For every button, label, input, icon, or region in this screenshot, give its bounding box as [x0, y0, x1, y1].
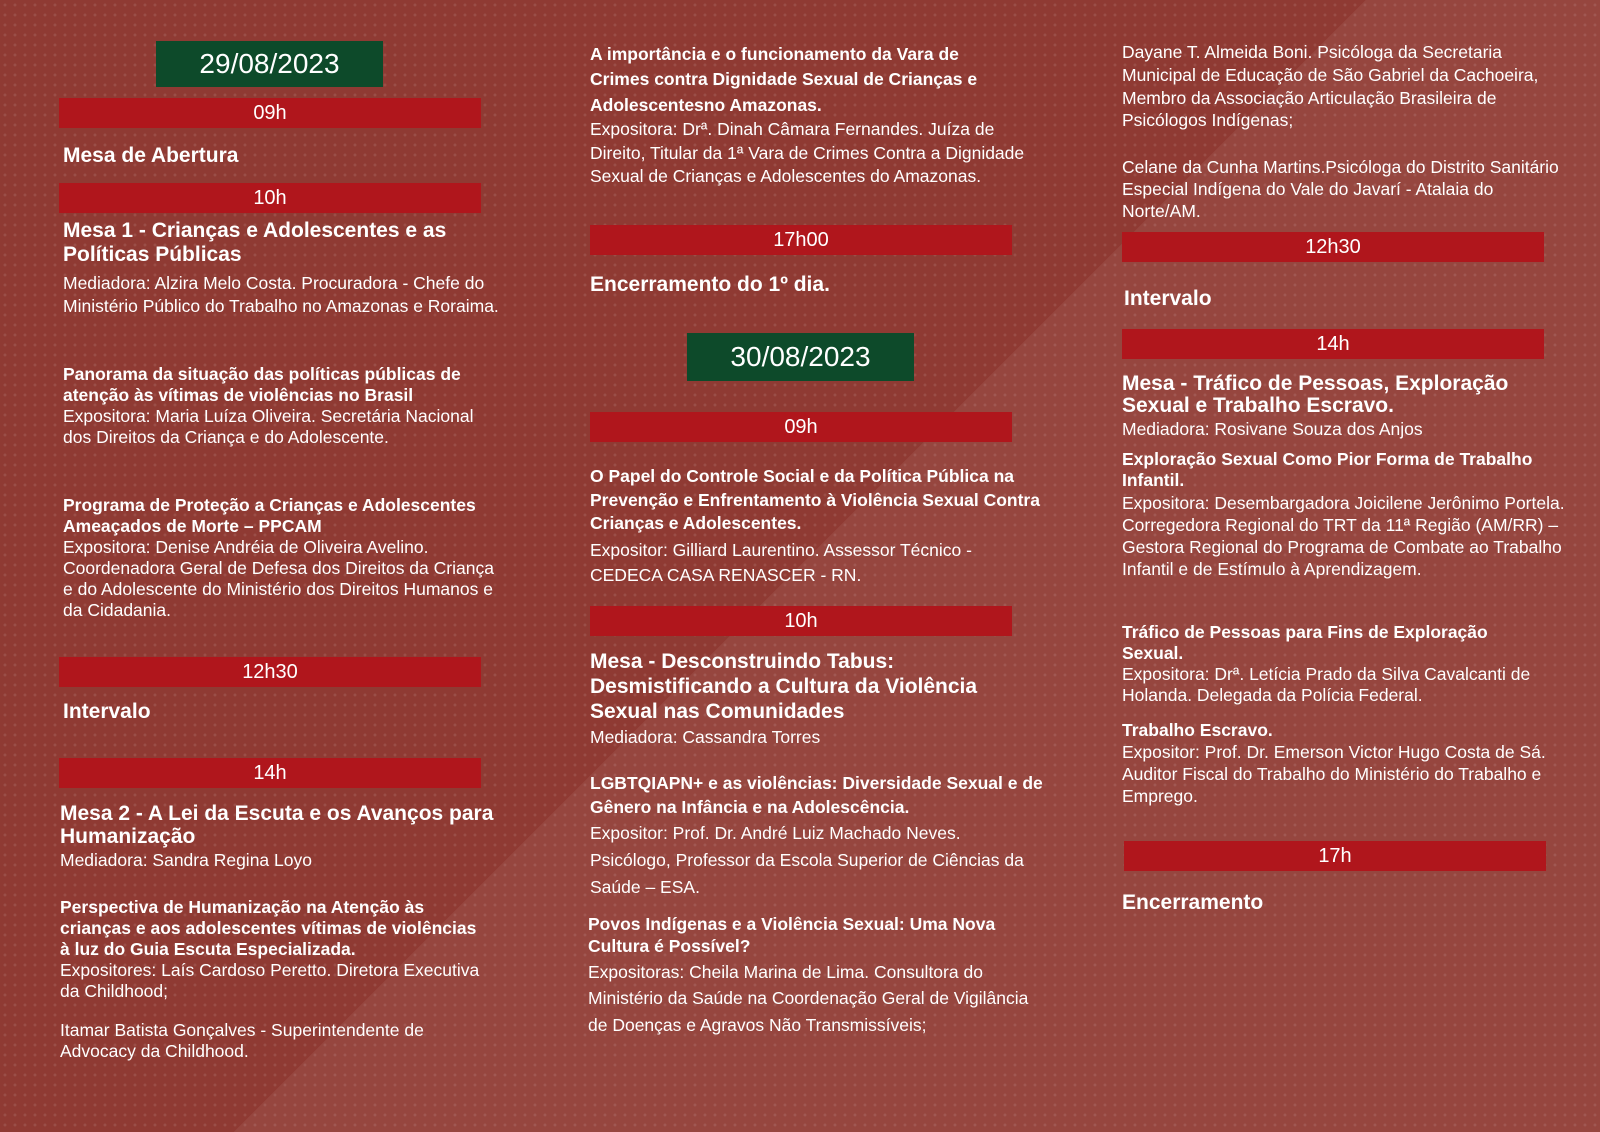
time-bar-17h00: 17h00 — [590, 225, 1012, 255]
tabus-title: Mesa - Desconstruindo Tabus: Desmistificando a Cultura da Violência Sexual nas Comunidades — [590, 650, 978, 724]
itamar-expositor: Itamar Batista Gonçalves - Superintendente de Advocacy da Childhood. — [60, 1020, 424, 1061]
dayane-expositora: Dayane T. Almeida Boni. Psicóloga da Secretaria Municipal de Educação de São Gabriel da Cachoeira, Membro da Associação Articulação Brasileira de Psicólogos Indígenas; — [1122, 42, 1539, 131]
trafico-mesa-title: Mesa - Tráfico de Pessoas, Exploração Sexual e Trabalho Escravo. — [1122, 372, 1509, 418]
mesa1-mediadora: Mediadora: Alzira Melo Costa. Procuradora - Chefe do Ministério Público do Trabalho no Amazonas e Roraima. — [63, 273, 499, 316]
exploracao-expositora: Expositora: Desembargadora Joicilene Jerônimo Portela. Corregedora Regional do TRT da 11ª Região (AM/RR) – Gestora Regional do Programa de Combate ao Trabalho Infantil e de Estímulo à Aprendizagem. — [1122, 493, 1565, 579]
trafico-mediadora: Mediadora: Rosivane Souza dos Anjos — [1122, 419, 1423, 439]
time-bar-14h-day2: 14h — [1122, 329, 1544, 359]
celane-expositora: Celane da Cunha Martins.Psicóloga do Distrito Sanitário Especial Indígena do Vale do Javarí - Atalaia do Norte/AM. — [1122, 157, 1559, 221]
encerramento-day1: Encerramento do 1º dia. — [590, 273, 830, 296]
vara-expositora: Expositora: Drª. Dinah Câmara Fernandes. Juíza de Direito, Titular da 1ª Vara de Crimes Contra a Dignidade Sexual de Crianças e Adolescentes do Amazonas. — [590, 119, 1025, 187]
perspectiva-title: Perspectiva de Humanização na Atenção às crianças e aos adolescentes vítimas de violências à luz do Guia Escuta Especializada. — [60, 897, 477, 959]
intervalo-day2: Intervalo — [1124, 287, 1212, 310]
mesa1-title: Mesa 1 - Crianças e Adolescentes e as Políticas Públicas — [63, 219, 447, 266]
time-bar-10h-day2: 10h — [590, 606, 1012, 636]
exploracao-title: Exploração Sexual Como Pior Forma de Trabalho Infantil. — [1122, 449, 1533, 490]
time-bar-12h30: 12h30 — [59, 657, 481, 687]
trafico-title: Tráfico de Pessoas para Fins de Exploração Sexual. — [1122, 622, 1488, 663]
mesa2-mediadora: Mediadora: Sandra Regina Loyo — [60, 850, 312, 870]
povos-expositoras: Expositoras: Cheila Marina de Lima. Consultora do Ministério da Saúde na Coordenação Geral de Vigilância de Doenças e Agravos Não Transmissíveis; — [588, 962, 1029, 1035]
ppcam-expositora: Expositora: Denise Andréia de Oliveira Avelino. Coordenadora Geral de Defesa dos Direitos da Criança e do Adolescente do Ministério dos Direitos Humanos e da Cidadania. — [63, 537, 494, 620]
time-bar-17h: 17h — [1124, 841, 1546, 871]
ppcam-title: Programa de Proteção a Crianças e Adolescentes Ameaçados de Morte – PPCAM — [63, 495, 476, 536]
lgbt-title: LGBTQIAPN+ e as violências: Diversidade Sexual e de Gênero na Infância e na Adolescência. — [590, 773, 1043, 817]
lgbt-expositor: Expositor: Prof. Dr. André Luiz Machado Neves. Psicólogo, Professor da Escola Superior de Ciências da Saúde – ESA. — [590, 823, 1024, 898]
tabus-mediadora: Mediadora: Cassandra Torres — [590, 727, 821, 747]
perspectiva-expositores: Expositores: Laís Cardoso Peretto. Diretora Executiva da Childhood; — [60, 960, 480, 1001]
encerramento-label: Encerramento — [1122, 891, 1264, 914]
escravo-title: Trabalho Escravo. — [1122, 720, 1273, 740]
escravo-expositor: Expositor: Prof. Dr. Emerson Victor Hugo Costa de Sá. Auditor Fiscal do Trabalho do Ministério do Trabalho e Emprego. — [1122, 742, 1546, 806]
intervalo-label: Intervalo — [63, 700, 151, 723]
panorama-title: Panorama da situação das políticas públicas de atenção às vítimas de violências no Brasil — [63, 364, 461, 405]
time-bar-14h: 14h — [59, 758, 481, 788]
time-bar-10h: 10h — [59, 183, 481, 213]
vara-title: A importância e o funcionamento da Vara de Crimes contra Dignidade Sexual de Crianças e Adolescentesno Amazonas. — [590, 44, 978, 115]
papel-expositor: Expositor: Gilliard Laurentino. Assessor Técnico - CEDECA CASA RENASCER - RN. — [590, 540, 972, 586]
date-badge-day2: 30/08/2023 — [687, 333, 914, 381]
papel-title: O Papel do Controle Social e da Política Pública na Prevenção e Enfrentamento à Violência Sexual Contra Crianças e Adolescentes. — [590, 466, 1040, 534]
time-bar-09h-day2: 09h — [590, 412, 1012, 442]
panorama-expositora: Expositora: Maria Luíza Oliveira. Secretária Nacional dos Direitos da Criança e do Adolescente. — [63, 406, 474, 447]
mesa-abertura-title: Mesa de Abertura — [63, 144, 239, 167]
mesa2-title: Mesa 2 - A Lei da Escuta e os Avanços para Humanização — [60, 802, 494, 849]
time-bar-09h: 09h — [59, 98, 481, 128]
time-bar-12h30-day2: 12h30 — [1122, 232, 1544, 262]
povos-title: Povos Indígenas e a Violência Sexual: Uma Nova Cultura é Possível? — [588, 914, 996, 956]
trafico-expositora: Expositora: Drª. Letícia Prado da Silva Cavalcanti de Holanda. Delegada da Polícia Federal. — [1122, 664, 1531, 705]
date-badge-day1: 29/08/2023 — [156, 41, 383, 87]
